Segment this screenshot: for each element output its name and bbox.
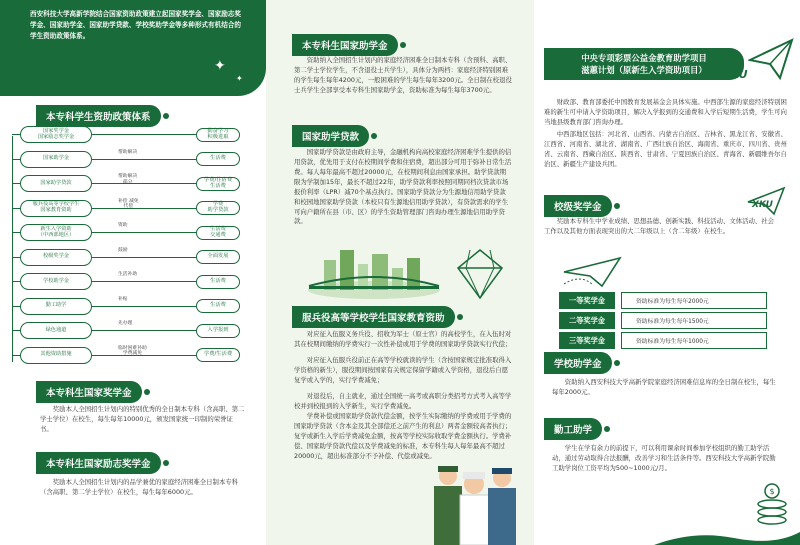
policy-item: 其他资助措施 [20, 347, 92, 364]
school-scholarship-header [544, 195, 612, 217]
policy-connector [92, 232, 196, 233]
scholarship-level-value: 资助标准为每生每年1000元 [621, 332, 767, 349]
policy-item: 勤工助学 [20, 298, 92, 315]
diagram-tick [12, 355, 20, 356]
policy-purpose: 生活费 交通费 [196, 226, 240, 240]
policy-connector [92, 281, 196, 282]
lottery-p2: 中西部地区包括：河北省、山西省、内蒙古自治区、吉林省、黑龙江省、安徽省、江西省、河南省、湖北省、湖南省、广西壮族自治区、海南省、重庆市、四川省、贵州省、云南省、西藏自治区、陕西省、甘肃省、宁夏回族自治区、青海省、新疆维吾尔自治区、新疆生产建设兵团。 [544, 130, 787, 168]
diagram-tick [12, 159, 20, 160]
scholarship-level-value: 资助标准为每生每年1500元 [621, 312, 767, 329]
policy-section-header [36, 105, 161, 127]
policy-item: 国家助学贷款 [20, 175, 92, 192]
policy-connector [92, 257, 196, 258]
star-icon: ✦ [214, 58, 226, 74]
policy-diagram [20, 126, 260, 376]
loan-title: 国家助学贷款 [292, 125, 369, 147]
scholarship-level-row [559, 332, 767, 349]
school-grant-title: 学校助学金 [544, 352, 612, 374]
military-p2: 对应征入伍服兵役前正在高等学校就读的学生（含按国家规定批准取得入学资格的新生），服役期间按国家有关规定保留学籍或入学资格，退役后自愿复学或入学的，实行学费减免； [294, 356, 512, 384]
scholarship-level-label: 二等奖学金 [559, 312, 615, 329]
policy-purpose: 入学报到 [196, 324, 240, 338]
military-header [292, 306, 455, 328]
diagram-tick [12, 208, 20, 209]
footer-wave [654, 528, 800, 545]
diagram-spine [12, 136, 13, 362]
policy-connector-label: 生活补助 [118, 272, 138, 277]
scholarship-level-label: 三等奖学金 [559, 332, 615, 349]
lottery-title: 中央专项彩票公益金教育助学项目 滋蕙计划（原新生入学资助项目） [544, 48, 744, 80]
policy-item: 新生入学资助 （中西部地区） [20, 224, 92, 241]
school-scholarship-text: 奖励本专科生中学业成绩、思想品德、创新实践、科技活动、文体活动、社会工作以及其他方面表现突出的大二年级以上（含二年级）在校生。 [544, 217, 775, 235]
military-p1: 对应征入伍服义务兵役、招收为军士（原士官）的高校学生，在入伍时对其在校期间缴纳的学费实行一次性补偿或用于学费的国家助学贷款实行代偿； [294, 330, 512, 348]
policy-connector [92, 183, 196, 184]
scholarship-level-row [559, 292, 767, 309]
grant-title: 本专科生国家助学金 [292, 34, 398, 56]
policy-title: 本专科学生资助政策体系 [36, 105, 161, 127]
policy-connector-label: 补偿 减免 代偿 [118, 198, 139, 210]
svg-text:$: $ [769, 487, 775, 496]
paper-plane-icon [748, 36, 794, 82]
policy-purpose: 学费 助学贷款 [196, 201, 240, 215]
intro-text: 西安科技大学高新学院结合国家资助政策建立起国家奖学金、国家励志奖学金、国家助学金、国家助学贷款、学校奖助学金等多种形式有机结合的学生资助政策体系。 [30, 10, 241, 40]
coin-icon [750, 482, 794, 528]
star-icon: ✦ [236, 74, 243, 83]
xku-logo: XKU [752, 200, 773, 210]
national-scholarship-title: 本专科生国家奖学金 [36, 381, 142, 403]
policy-connector-label: 鼓励 [118, 247, 128, 253]
city-bridge-illustration [304, 242, 444, 302]
policy-connector-label: 帮助解决 部分 [118, 174, 138, 185]
policy-purpose: 生活费 [196, 152, 240, 166]
policy-connector [92, 330, 196, 331]
column-left [0, 0, 266, 545]
policy-purpose: 勤奋学习 积极进取 [196, 128, 240, 142]
work-study-text: 学生在学有余力的前提下，可以利用课余时间参加学校组织的勤工助学活动，通过劳动取得合法报酬，改善学习和生活条件等。西安科技大学高新学院勤工助学岗位工资平均为500~1000元/月。 [552, 444, 776, 472]
encourage-title: 本专科生国家励志奖学金 [36, 452, 161, 474]
diagram-tick [12, 134, 20, 135]
policy-connector-label: 帮助解决 [118, 149, 138, 155]
national-scholarship-text: 奖励本人全国招生计划内的特别优秀的全日制本专科（含高职、第二学士学位）在校生，每生每年10000元，颁发国家统一印制的荣誉证书。 [40, 405, 245, 433]
policy-item: 学校助学金 [20, 273, 92, 290]
policy-purpose: 全面发展 [196, 250, 240, 264]
loan-text: 国家助学贷款是由政府主导，金融机构向高校家庭经济困难学生提供的信用贷款，优先用于支付在校期间学费和住宿费，超出部分可用于弥补日常生活费。每人每年最高不超过20000元，在校期间利息由国家承担。助学贷款期限为学制加15年，最长不超过22年，助学贷款利率按照同期同档次贷款市场报价利率（LPR）减70个基点执行。国家助学贷款分为生源地信用助学贷款和校园地国家助学贷款（本校只有生源地信用助学贷款），有贷款需求的学生可向户籍所在县（市、区）的学生资助管理部门咨询办理生源地信用助学贷款。 [294, 148, 512, 226]
diagram-tick [12, 306, 20, 307]
school-grant-text: 资助纳入西安科技大学高新学院家庭经济困难信息库的全日制在校生，每生每年2000元。 [552, 378, 776, 396]
policy-purpose: 学费/住宿费 生活费 [196, 177, 240, 191]
policy-purpose: 学费/生活费 [196, 348, 240, 362]
military-title: 服兵役高等学校学生国家教育资助 [292, 306, 455, 328]
policy-connector [92, 306, 196, 307]
school-scholarship-title: 校级奖学金 [544, 195, 612, 217]
policy-connector-label: 临时困难补助 学费减免 [118, 345, 147, 357]
policy-purpose: 生活费 [196, 275, 240, 289]
diagram-tick [12, 330, 20, 331]
encourage-text: 奖励本人全国招生计划内的品学兼优的家庭经济困难全日制本专科（含高职、第二学士学位）在校生，每生每年6000元。 [40, 478, 239, 496]
policy-connector-label: 资助 [118, 223, 128, 228]
work-study-title: 勤工助学 [544, 418, 602, 440]
policy-connector [92, 208, 196, 209]
soldier-illustration [418, 462, 528, 545]
military-p4: 学费补偿或国家助学贷款代偿金额，按学生实际缴纳的学费或用于学费的国家助学贷款（含本金及其全部偿还之前产生的利息）两者金额较高者执行；复学或新生入学后学费减免金额，按高等学校实际收取学费金额执行。学费补偿、国家助学贷款代偿以及学费减免的标准，本专科生每人每年最高不超过20000元，超出标准部分不予补偿、代偿或减免。 [294, 412, 512, 460]
military-p3: 对退役后，自主就业，通过全国统一高考或高职分类招考方式考入高等学校并到校报到的入学新生，实行学费减免。 [294, 392, 512, 410]
policy-item: 校级奖学金 [20, 249, 92, 266]
policy-item: 国家奖学金 国家励志奖学金 [20, 126, 92, 143]
diamond-icon [454, 246, 506, 302]
diagram-tick [12, 257, 20, 258]
school-grant-header [544, 352, 612, 374]
work-study-header [544, 418, 602, 440]
policy-connector [92, 134, 196, 135]
scholarship-level-label: 一等奖学金 [559, 292, 615, 309]
policy-connector-label: 先办理 [118, 321, 133, 326]
policy-connector [92, 159, 196, 160]
policy-item: 国家助学金 [20, 151, 92, 168]
policy-item: 绿色通道 [20, 322, 92, 339]
loan-header [292, 125, 369, 147]
encourage-header [36, 452, 161, 474]
intro-banner [0, 0, 266, 96]
column-right [534, 0, 800, 545]
lottery-p1: 财政部、教育部委托中国教育发展基金会具体实施。中西部生源的家庭经济特别困难的新生可申请入学资助项目，解决入学报到的交通费和入学后短期生活费，学生可向当地县级教育部门咨询办理。 [544, 98, 787, 126]
policy-item: 服兵役高等学校学生 国家教育资助 [20, 200, 92, 217]
policy-purpose: 生活费 [196, 299, 240, 313]
diagram-tick [12, 183, 20, 184]
grant-header [292, 34, 398, 56]
paper-plane-icon [562, 254, 624, 290]
scholarship-level-row [559, 312, 767, 329]
national-scholarship-header [36, 381, 142, 403]
policy-connector-label: 补贴 [118, 296, 128, 302]
xku-logo: XKU [722, 68, 748, 81]
scholarship-level-value: 资助标准为每生每年2000元 [621, 292, 767, 309]
grant-text: 资助纳入全国招生计划内的家庭经济困难全日制本专科（含预科、高职、第二学士学位学生，不含退役士兵学生），具体分为两档：家庭经济特别困难的学生每生每年4200元，一般困难的学生每生每年3200元。全日制在校退役士兵学生全部享受本专科生国家助学金，资助标准为每生每年3700元。 [294, 56, 512, 94]
diagram-tick [12, 281, 20, 282]
diagram-tick [12, 232, 20, 233]
